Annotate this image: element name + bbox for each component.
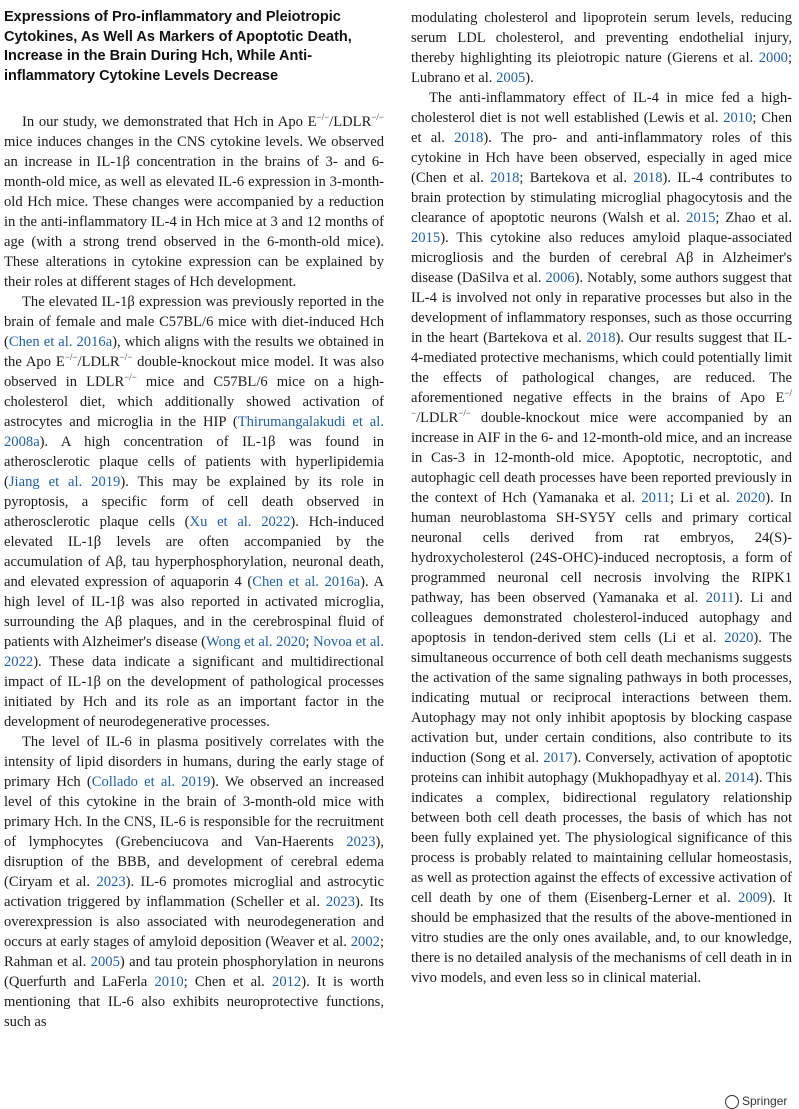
right-body (411, 8, 792, 988)
text-run: ). Hch-induced elevated IL-1β levels are often accompanied by the accumulation of Aβ, tau hyperphosphorylation, neuronal death, and elevated expression of aquaporin 4 ( (4, 514, 384, 590)
text-run: ). IL-6 promotes microglial and astrocytic activation triggered by inflammation (Scheller et al. (4, 874, 384, 910)
citation-link[interactable]: Thirumangalakudi et al. 2008a (4, 414, 384, 450)
text-run: /LDLR (416, 410, 459, 426)
citation-link[interactable]: 2015 (411, 230, 441, 246)
text-run: ; Chen et al. (183, 974, 273, 990)
text-run: mice induces changes in the CNS cytokine levels. We observed an increase in IL-1β concentration in the brains of 3- and 6-month-old mice, as well as elevated IL-6 expression in 3-month-old Hch mice. These changes were accompanied by a reduction in the anti-inflammatory IL-4 in Hch mice at 3 and 12 months of age (with a strong trend observed in the 6-month-old mice). These alterations in cytokine expression can be explained by their roles at different stages of Hch development. (4, 134, 384, 290)
citation-link[interactable]: 2023 (325, 894, 356, 910)
citation-link[interactable]: 2009 (738, 890, 768, 906)
text-run: The anti-inflammatory effect of IL-4 in mice fed a high-cholesterol diet is not well established (Lewis et al. (411, 90, 792, 126)
text-run: ). Li and colleagues demonstrated cholesterol-induced autophagy and apoptosis in tendon-derived stem cells (Li et al. (411, 590, 792, 646)
superscript: −/− (119, 352, 133, 363)
text-run: ). Its overexpression is also associated with neurodegeneration and occurs at early stages of amyloid deposition (Weaver et al. (4, 894, 384, 950)
text-run: ; Lubrano et al. (411, 50, 792, 86)
citation-link[interactable]: Collado et al. 2019 (91, 774, 211, 790)
text-run: ). (525, 70, 534, 86)
citation-link[interactable]: Novoa et al. 2022 (4, 634, 384, 670)
citation-link[interactable]: 2005 (496, 70, 526, 86)
superscript: −/− (316, 112, 330, 123)
superscript: −/− (371, 112, 384, 123)
paragraph (4, 292, 384, 732)
citation-link[interactable]: 2010 (723, 110, 753, 126)
text-run: ). This indicates a complex, bidirectional regulatory relationship between both cell death processes, the basis of which has not been fully explained yet. The physiological significance of this process is probably related to maintaining cellular homeostasis, as well as protection against the effects of excessive activation of cell death by one of them (Eisenberg-Lerner et al. (411, 770, 792, 906)
citation-link[interactable]: Wong et al. 2020 (206, 634, 306, 650)
citation-link[interactable]: 2015 (686, 210, 716, 226)
citation-link[interactable]: Xu et al. 2022 (189, 514, 291, 530)
left-column (4, 8, 384, 1032)
text-run: ). Conversely, activation of apoptotic proteins can inhibit autophagy (Mukhopadhyay et al. (411, 750, 792, 786)
citation-link[interactable]: 2018 (586, 330, 616, 346)
text-run: ). This may be explained by its role in pyroptosis, a specific form of cell death observed in atherosclerotic plaque cells ( (4, 474, 384, 530)
text-run: ), disruption of the BBB, and development of cerebral edema (Ciryam et al. (4, 834, 384, 890)
paragraph (4, 732, 384, 1032)
text-run: double-knockout mice were accompanied by an increase in AIF in the 6- and 12-month-old mice, and an increase in Cas-3 in 12-month-old mice. Apoptotic, necroptotic, and autophagic cell death processes have been reported previously in the context of Hch (Yamanaka et al. (411, 410, 792, 506)
citation-link[interactable]: 2010 (154, 974, 184, 990)
citation-link[interactable]: 2017 (543, 750, 573, 766)
text-run: /LDLR (329, 114, 372, 130)
text-run: ; Rahman et al. (4, 934, 384, 970)
text-run: The level of IL-6 in plasma positively correlates with the intensity of lipid disorders in humans, during the early stage of primary Hch ( (4, 734, 384, 790)
citation-link[interactable]: 2023 (346, 834, 376, 850)
text-run: In our study, we demonstrated that Hch in Apo E (22, 114, 317, 130)
superscript: −/− (124, 372, 137, 383)
text-run: ) and tau protein phosphorylation in neurons (Querfurth and LaFerla (4, 954, 384, 990)
text-run: ). These data indicate a significant and multidirectional impact of IL-1β on the development of pathological processes initiated by Hch and its role as an important factor in the development of neurodegenerative processes. (4, 654, 384, 730)
citation-link[interactable]: 2011 (641, 490, 670, 506)
citation-link[interactable]: 2020 (724, 630, 754, 646)
citation-link[interactable]: 2020 (736, 490, 766, 506)
citation-link[interactable]: 2005 (90, 954, 120, 970)
text-run: ). In human neuroblastoma SH-SY5Y cells and primary cortical neuronal cells derived from rat embryos, 24(S)-hydroxycholesterol (24S-OHC)-induced necroptosis, a form of programmed neuronal cell necrosis involving the RIPK1 pathway, has been observed (Yamanaka et al. (411, 490, 792, 606)
citation-link[interactable]: 2000 (758, 50, 788, 66)
text-run: ; Chen et al. (411, 110, 792, 146)
citation-link[interactable]: 2018 (490, 170, 520, 186)
text-run: ). The pro- and anti-inflammatory roles of this cytokine in Hch have been observed, especially in aged mice (Chen et al. (411, 130, 792, 186)
citation-link[interactable]: Jiang et al. 2019 (8, 474, 121, 490)
citation-link[interactable]: 2014 (724, 770, 755, 786)
text-run: ). A high level of IL-1β was also reported in activated microglia, surrounding the Aβ plaques, and in the cerebrospinal fluid of patients with Alzheimer's disease ( (4, 574, 384, 650)
text-run: ). Our results suggest that IL-4-mediated protective mechanisms, which could potentially limit the effects of pathological changes, are reduced. The aforementioned negative effects in the brains of Apo E (411, 330, 793, 406)
text-run: modulating cholesterol and lipoprotein serum levels, reducing serum LDL cholesterol, and preventing endothelial injury, thereby highlighting its pleiotropic nature (Gierens et al. (411, 10, 792, 66)
citation-link[interactable]: Chen et al. 2016a (8, 334, 113, 350)
text-run: ). We observed an increased level of this cytokine in the brain of 3-month-old mice with primary Hch. In the CNS, IL-6 is responsible for the recruitment of lymphocytes (Grebenciucova and Van-Haerents (4, 774, 384, 850)
citation-link[interactable]: Chen et al. 2016a (252, 574, 361, 590)
text-run: ; Li et al. (669, 490, 737, 506)
citation-link[interactable]: 2018 (633, 170, 663, 186)
paragraph (4, 112, 384, 292)
left-body (4, 112, 384, 1032)
paragraph (411, 88, 792, 988)
superscript: −/− (411, 388, 792, 419)
text-run: ). It should be emphasized that the results of the above-mentioned in vitro studies are the only ones available, and, to our knowledge, there is no detailed analysis of the mechanisms of cell death in in vivo models, and even less so in clinical material. (411, 890, 792, 986)
text-run: ). This cytokine also reduces amyloid plaque-associated microgliosis and the burden of cerebral Aβ in Alzheimer's disease (DaSilva et al. (411, 230, 792, 286)
citation-link[interactable]: 2018 (454, 130, 484, 146)
citation-link[interactable]: 2023 (96, 874, 126, 890)
text-run: double-knockout mice model. It was also observed in LDLR (4, 354, 384, 390)
text-run: ). It is worth mentioning that IL-6 also exhibits neuroprotective functions, such as (4, 974, 385, 1030)
right-column (411, 8, 792, 988)
citation-link[interactable]: 2002 (350, 934, 380, 950)
text-run: ). The simultaneous occurrence of both cell death mechanisms suggests the activation of the same signaling pathways in both processes, indicating mutual or reciprocal interactions between them. Autophagy may not only inhibit apoptosis by blocking caspase activation but, under certain conditions, also contribute to its induction (Song et al. (411, 630, 792, 766)
text-run: ; Zhao et al. (715, 210, 792, 226)
citation-link[interactable]: 2006 (545, 270, 575, 286)
publisher-name: Springer (742, 1094, 788, 1108)
superscript: −/− (458, 408, 471, 419)
text-run: ). A high concentration of IL-1β was found in atherosclerotic plaque cells of patients with hyperlipidemia ( (4, 434, 384, 490)
text-run: ). IL-4 contributes to brain protection by stimulating microglial phagocytosis and the clearance of apoptotic neurons (Walsh et al. (411, 170, 792, 226)
text-run: The elevated IL-1β expression was previously reported in the brain of female and male C57BL/6 mice with diet-induced Hch ( (4, 294, 384, 350)
text-run: ), which aligns with the results we obtained in the Apo E (4, 334, 384, 370)
text-run: mice and C57BL/6 mice on a high-cholesterol diet, which additionally showed activation of astrocytes and microglia in the HIP ( (4, 374, 384, 430)
paragraph (411, 8, 792, 88)
superscript: −/− (64, 352, 78, 363)
text-run: ). Notably, some authors suggest that IL-4 is involved not only in reparative processes but also in the development of inflammatory responses, such as those occurring in the heart (Bartekova et al. (411, 270, 793, 346)
text-run: ; (305, 634, 314, 650)
text-run: ; Bartekova et al. (519, 170, 634, 186)
citation-link[interactable]: 2012 (272, 974, 302, 990)
text-run: /LDLR (77, 354, 120, 370)
citation-link[interactable]: 2011 (705, 590, 735, 606)
section-heading: Expressions of Pro-inflammatory and Pleiotropic Cytokines, As Well As Markers of Apoptotic Death, Increase in the Brain During Hch, While Anti-inflammatory Cytokine Levels Decrease (4, 9, 352, 84)
